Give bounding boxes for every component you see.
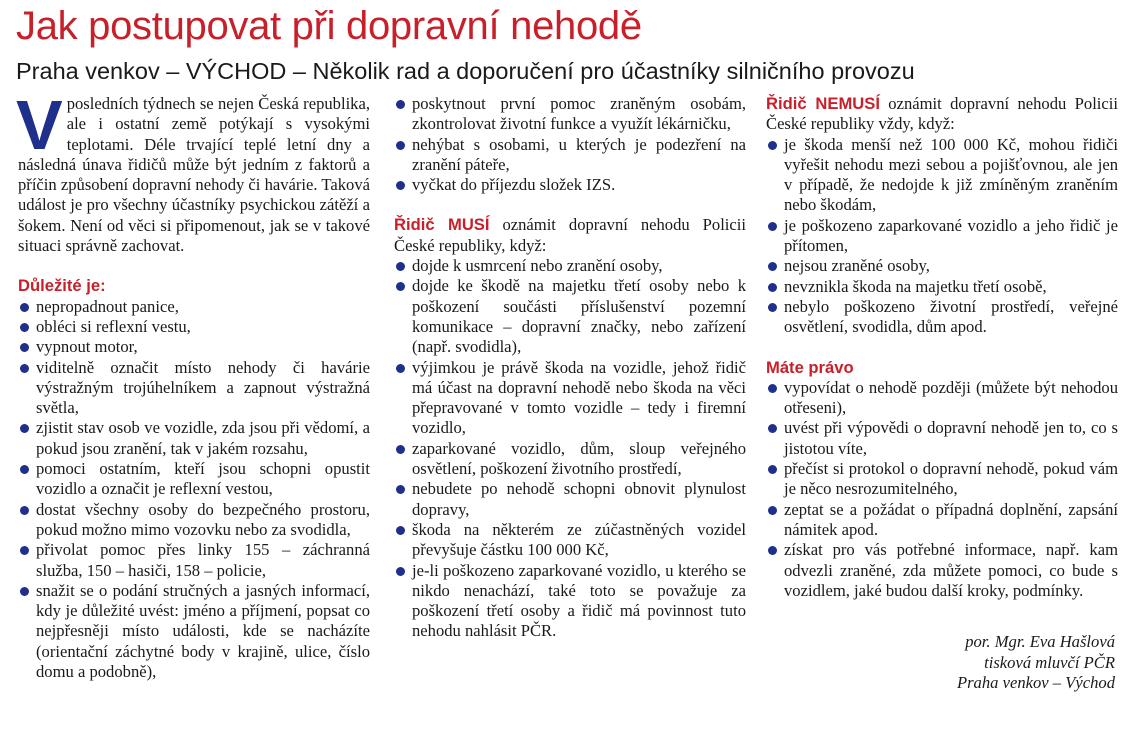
list-item: snažit se o podání stručných a jasných informací, kdy je důležité uvést: jméno a příjmení, popsat co nejpřesněji místo události, kde se nacházíte (orientační záchytné body v krajině, ulice, číslo domu a podobně), bbox=[18, 581, 370, 682]
list-item: vypnout motor, bbox=[18, 337, 370, 357]
important-list bbox=[18, 297, 370, 683]
list-item: viditelně označit místo nehody či havárie výstražným trojúhelníkem a zapnout výstražná světla, bbox=[18, 358, 370, 419]
drop-cap: V bbox=[16, 86, 63, 164]
important-list-continued bbox=[394, 94, 746, 195]
mustnot-list bbox=[766, 135, 1118, 338]
list-item: pomoci ostatním, kteří jsou schopni opustit vozidlo a označit je reflexní vestou, bbox=[18, 459, 370, 500]
must-list bbox=[394, 256, 746, 642]
list-item: poskytnout první pomoc zraněným osobám, zkontrolovat životní funkce a využít lékárničku, bbox=[394, 94, 746, 135]
must-title-rest: oznámit dopravní nehodu Policii České republiky, když: bbox=[394, 215, 746, 255]
list-item: uvést při výpovědi o dopravní nehodě jen to, co s jistotou víte, bbox=[766, 418, 1118, 459]
list-item: je škoda menší než 100 000 Kč, mohou řidiči vyřešit nehodu mezi sebou a pojišťovnou, ale jen v případě, že nedojde k již zmíněným zraněním nebo škodám, bbox=[766, 135, 1118, 216]
mustnot-title-label: Řidič NEMUSÍ bbox=[766, 94, 880, 113]
subhead: Praha venkov – VÝCHOD – Několik rad a doporučení pro účastníky silničního provozu bbox=[16, 58, 915, 84]
must-title bbox=[394, 215, 746, 256]
list-item: získat pro vás potřebné informace, např. kam odvezli zraněné, zda můžete pomoci, co bude s vozidlem, jaké budou další kroky, podmínky. bbox=[766, 540, 1118, 601]
list-item: zaparkované vozidlo, dům, sloup veřejného osvětlení, poškození životního prostředí, bbox=[394, 439, 746, 480]
list-item: vypovídat o nehodě později (můžete být nehodou otřeseni), bbox=[766, 378, 1118, 419]
list-item: dojde ke škodě na majetku třetí osoby nebo k poškození součásti příslušenství pozemní komunikace – dopravní značky, nebo zařízení (např. svodidla), bbox=[394, 276, 746, 357]
list-item: je poškozeno zaparkované vozidlo a jeho řidič je přítomen, bbox=[766, 216, 1118, 257]
rights-title: Máte právo bbox=[766, 357, 854, 377]
column-1 bbox=[16, 86, 370, 682]
headline: Jak postupovat při dopravní nehodě bbox=[16, 4, 642, 48]
intro-text: posledních týdnech se nejen Česká republika, ale i ostatní země potýkají s vysokými teplotami. Déle trvající teplé letní dny a následná únava řidičů může být jedním z faktorů a příčin způsobení dopravní nehody či havárie. Taková událost je pro všechny účastníky psychickou zátěží a šokem. Není od věci si připomenout, jak se v takové situaci správně zachovat. bbox=[18, 94, 370, 256]
list-item: dostat všechny osoby do bezpečného prostoru, pokud možno mimo vozovku nebo za svodidla, bbox=[18, 500, 370, 541]
mustnot-title bbox=[766, 94, 1118, 135]
list-item: obléci si reflexní vestu, bbox=[18, 317, 370, 337]
list-item: zjistit stav osob ve vozidle, zda jsou při vědomí, a pokud jsou zranění, tak v jakém rozsahu, bbox=[18, 418, 370, 459]
list-item: nebylo poškozeno životní prostředí, veřejné osvětlení, svodidla, dům apod. bbox=[766, 297, 1118, 338]
rights-list bbox=[766, 378, 1118, 601]
column-2 bbox=[394, 94, 746, 642]
list-item: zeptat se a požádat o případná doplnění, zapsání námitek apod. bbox=[766, 500, 1118, 541]
intro-paragraph bbox=[16, 86, 370, 256]
important-title: Důležité je: bbox=[18, 276, 106, 296]
list-item: nejsou zraněné osoby, bbox=[766, 256, 1118, 276]
list-item: výjimkou je právě škoda na vozidle, jehož řidič má účast na dopravní nehodě nebo škoda na věci přepravované v tomto vozidle – tedy i firemní vozidlo, bbox=[394, 358, 746, 439]
signature bbox=[957, 632, 1115, 694]
column-3 bbox=[766, 94, 1118, 601]
must-title-label: Řidič MUSÍ bbox=[394, 215, 490, 235]
list-item: škoda na některém ze zúčastněných vozidel převyšuje částku 100 000 Kč, bbox=[394, 520, 746, 561]
list-item: nehýbat s osobami, u kterých je podezření na zranění páteře, bbox=[394, 135, 746, 176]
list-item: přivolat pomoc přes linky 155 – záchranná služba, 150 – hasiči, 158 – policie, bbox=[18, 540, 370, 581]
signature-region: Praha venkov – Východ bbox=[956, 673, 1115, 692]
mustnot-title-rest: oznámit dopravní nehodu Policii České republiky vždy, když: bbox=[766, 94, 1118, 134]
list-item: nebudete po nehodě schopni obnovit plynulost dopravy, bbox=[394, 479, 746, 520]
list-item: dojde k usmrcení nebo zranění osoby, bbox=[394, 256, 746, 276]
signature-name: por. Mgr. Eva Hašlová bbox=[965, 632, 1115, 651]
list-item: nepropadnout panice, bbox=[18, 297, 370, 317]
list-item: přečíst si protokol o dopravní nehodě, pokud vám je něco nesrozumitelného, bbox=[766, 459, 1118, 500]
list-item: nevznikla škoda na majetku třetí osobě, bbox=[766, 277, 1118, 297]
list-item: je-li poškozeno zaparkované vozidlo, u kterého se nikdo nenachází, také toto se považuje za poškození třetí osoby a řidič má povinnost tuto nehodu nahlásit PČR. bbox=[394, 561, 746, 642]
list-item: vyčkat do příjezdu složek IZS. bbox=[394, 175, 746, 195]
signature-role: tisková mluvčí PČR bbox=[984, 652, 1115, 672]
